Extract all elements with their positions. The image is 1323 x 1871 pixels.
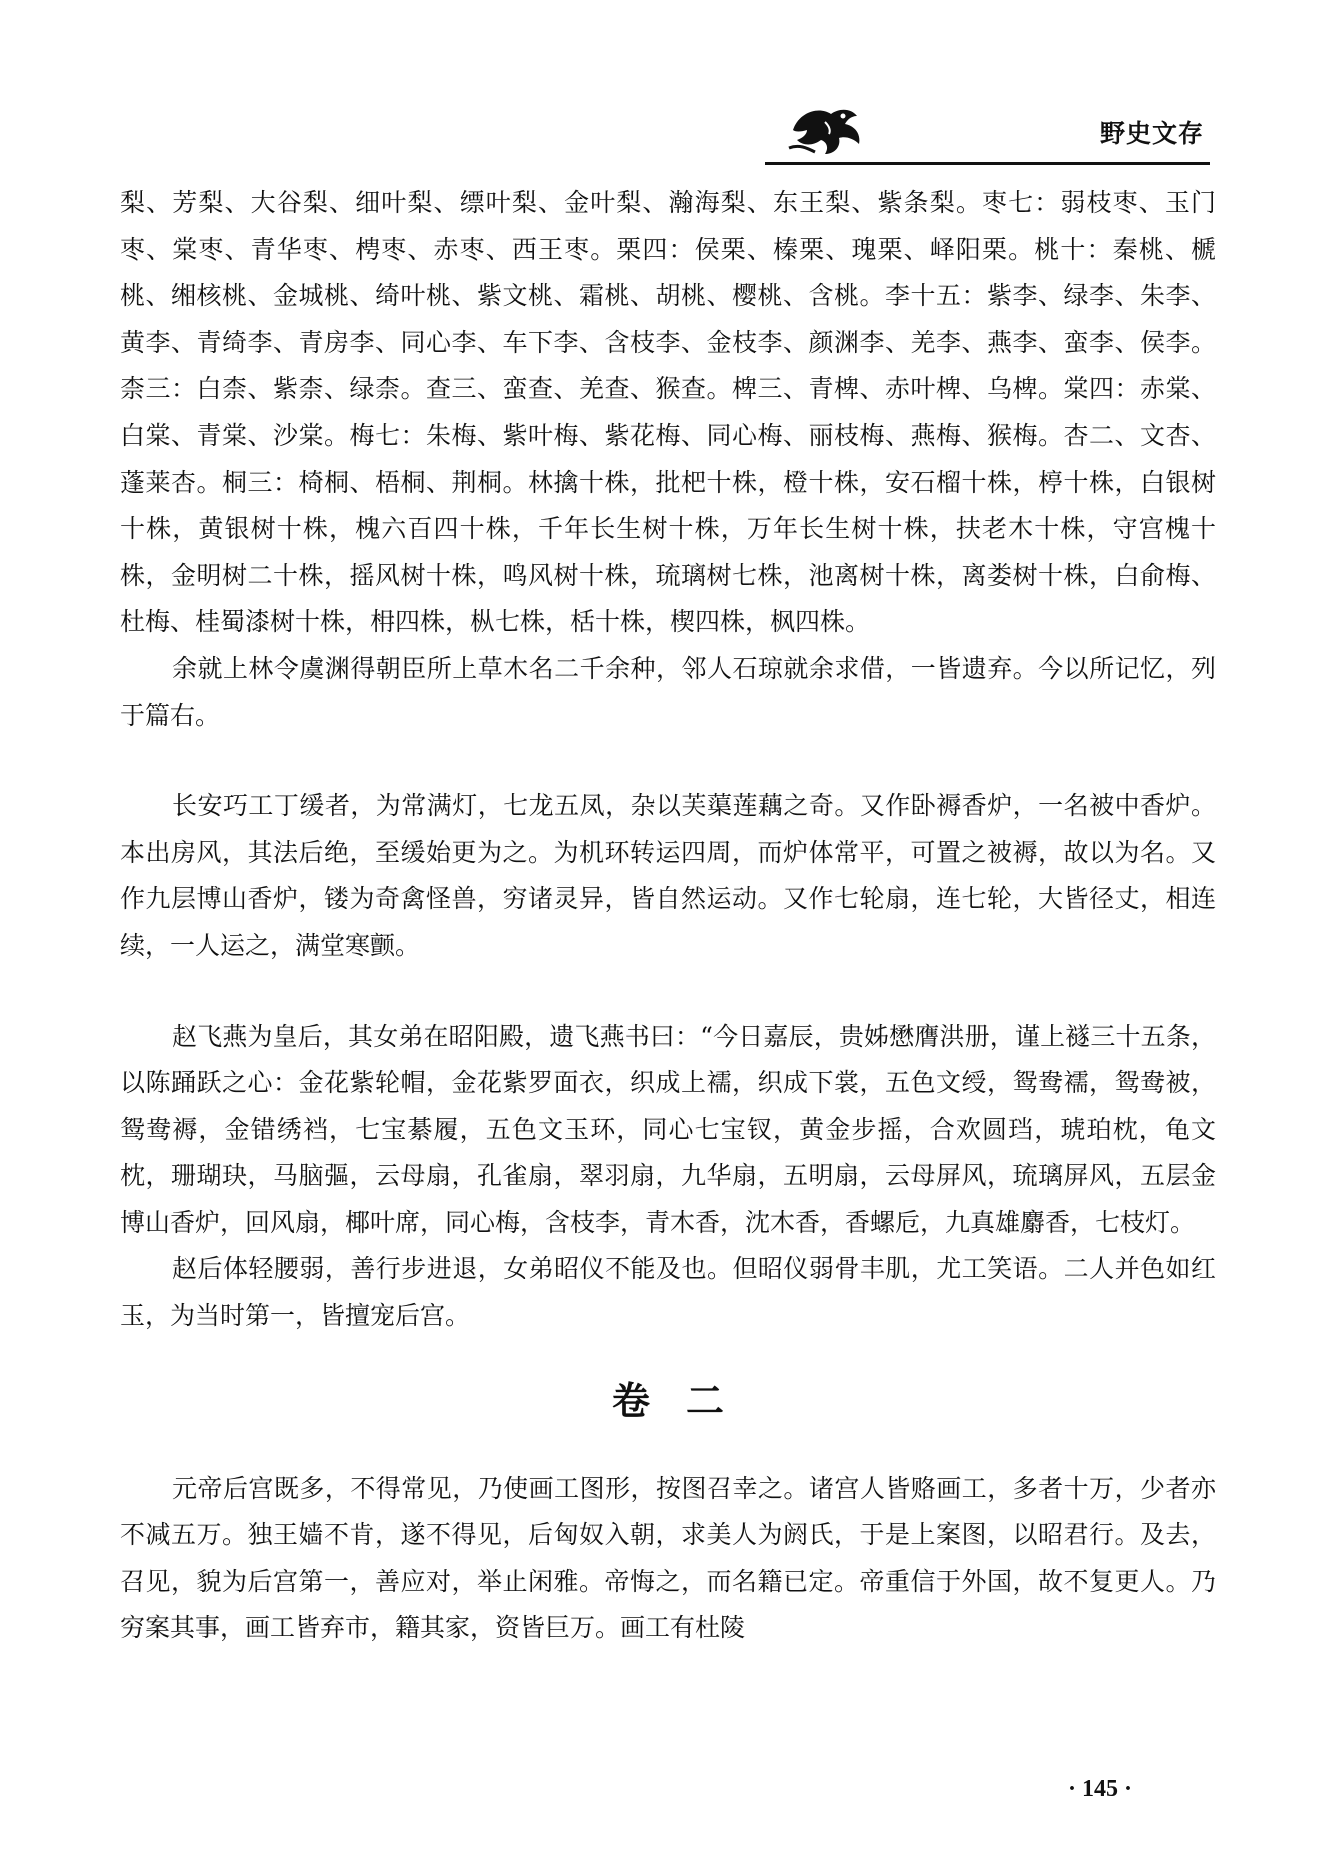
page-body <box>120 180 1216 1652</box>
paragraph-zhao-empress: 赵后体轻腰弱，善行步进退，女弟昭仪不能及也。但昭仪弱骨丰肌，尤工笑语。二人并色如红玉，为当时第一，皆擅宠后宫。 <box>120 1254 1216 1331</box>
page-header <box>120 96 1210 168</box>
running-header-title: 野史文存 <box>1099 119 1204 148</box>
paragraph-gap <box>120 970 1216 1014</box>
paragraph-author-note: 余就上林令虞渊得朝臣所上草木名二千余种，邻人石琼就余求借，一皆遗弃。今以所记忆，列于篇右。 <box>120 653 1216 730</box>
page-number: · 145 · <box>1068 1776 1133 1802</box>
paragraph-craftsman: 长安巧工丁缓者，为常满灯，七龙五凤，杂以芙蕖莲藕之奇。又作卧褥香炉，一名被中香炉。本出房风，其法后绝，至缓始更为之。为机环转运四周，而炉体常平，可置之被褥，故以为名。又作九层博山香炉，镂为奇禽怪兽，穷诸灵异，皆自然运动。又作七轮扇，连七轮，大皆径丈，相连续，一人运之，满堂寒颤。 <box>120 791 1216 960</box>
paragraph-emperor-yuan: 元帝后宫既多，不得常见，乃使画工图形，按图召幸之。诸宫人皆赂画工，多者十万，少者亦不减五万。独王嫱不肯，遂不得见，后匈奴入朝，求美人为阏氏，于是上案图，以昭君行。及去，召见，貌为后宫第一，善应对，举止闲雅。帝悔之，而名籍已定。帝重信于外国，故不复更人。乃穷案其事，画工皆弃市，籍其家，资皆巨万。画工有杜陵 <box>120 1473 1216 1643</box>
chapter-title: 卷二 <box>611 1378 760 1423</box>
paragraph-plant-list: 梨、芳梨、大谷梨、细叶梨、缥叶梨、金叶梨、瀚海梨、东王梨、紫条梨。枣七：弱枝枣、玉门枣、棠枣、青华枣、梬枣、赤枣、西王枣。栗四：侯栗、榛栗、瑰栗、峄阳栗。桃十：秦桃、榹桃、缃核桃、金城桃、绮叶桃、紫文桃、霜桃、胡桃、樱桃、含桃。李十五：紫李、绿李、朱李、黄李、青绮李、青房李、同心李、车下李、含枝李、金枝李、颜渊李、羌李、燕李、蛮李、侯李。柰三：白柰、紫柰、绿柰。查三、蛮查、羌查、猴查。椑三、青椑、赤叶椑、乌椑。棠四：赤棠、白棠、青棠、沙棠。梅七：朱梅、紫叶梅、紫花梅、同心梅、丽枝梅、燕梅、猴梅。杏二、文杏、蓬莱杏。桐三：椅桐、梧桐、荆桐。林擒十株，批杷十株，橙十株，安石榴十株，楟十株，白银树十株，黄银树十株，槐六百四十株，千年长生树十株，万年长生树十株，扶老木十株，守宫槐十株，金明树二十株，摇风树十株，鸣风树十株，琉璃树七株，池离树十株，离娄树十株，白俞梅、杜梅、桂蜀漆树十株，枏四株，枞七株，栝十株，楔四株，枫四株。 <box>120 188 1216 637</box>
header-rule <box>765 162 1210 165</box>
paragraph-gap <box>120 739 1216 783</box>
paragraph-zhao-feiyan: 赵飞燕为皇后，其女弟在昭阳殿，遗飞燕书曰：“今日嘉辰，贵姊懋膺洪册，谨上襚三十五条，以陈踊跃之心：金花紫轮帽，金花紫罗面衣，织成上襦，织成下裳，五色文绶，鸳鸯襦，鸳鸯被，鸳鸯褥，金错绣裆，七宝綦履，五色文玉环，同心七宝钗，黄金步摇，合欢圆珰，琥珀枕，龟文枕，珊瑚玦，马脑彄，云母扇，孔雀扇，翠羽扇，九华扇，五明扇，云母屏风，琉璃屏风，五层金博山香炉，回风扇，椰叶席，同心梅，含枝李，青木香，沈木香，香螺卮，九真雄麝香，七枝灯。 <box>120 1021 1216 1237</box>
dragon-emblem-icon <box>785 100 867 158</box>
